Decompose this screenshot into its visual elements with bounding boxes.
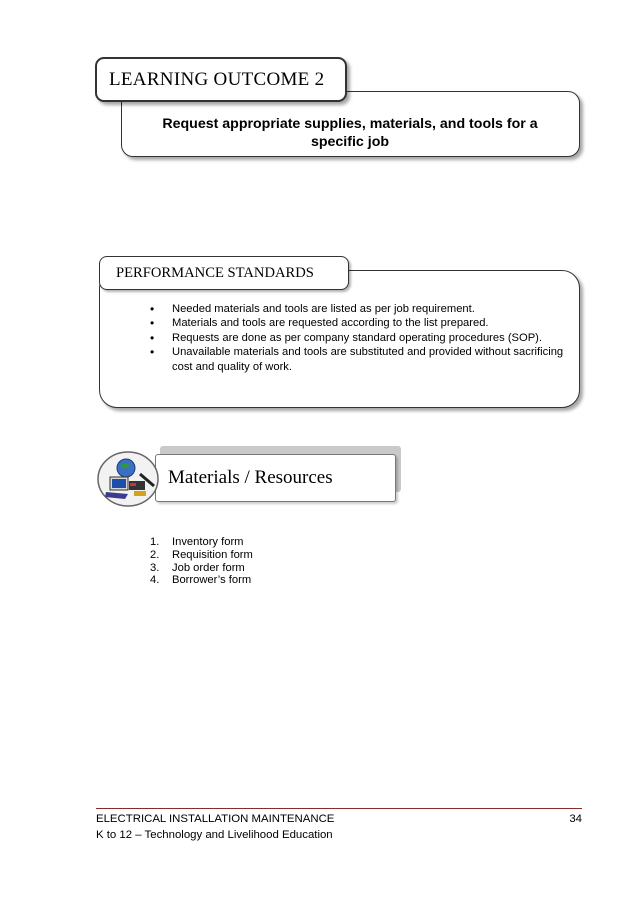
list-item: 1. Inventory form: [150, 536, 244, 548]
materials-resources-title: Materials / Resources: [155, 454, 396, 502]
list-item: • Unavailable materials and tools are substituted and provided without sacrificing cost and quality of work.: [150, 345, 570, 374]
list-item: • Requests are done as per company standard operating procedures (SOP).: [150, 331, 570, 345]
materials-resources-list: [150, 536, 253, 587]
learning-outcome-title: LEARNING OUTCOME 2: [95, 57, 347, 102]
performance-standards-list: [150, 302, 570, 374]
globe-computer-tools-icon: [96, 450, 160, 508]
list-item: 2. Requisition form: [150, 548, 253, 561]
list-item: 4. Borrower’s form: [150, 574, 252, 587]
learning-outcome-text: Request appropriate supplies, materials, and tools for a specific job: [162, 116, 538, 150]
list-item: 3. Job order form: [150, 561, 245, 574]
page-number: 34: [569, 813, 582, 825]
list-item: • Needed materials and tools are listed as per job requirement.: [150, 302, 570, 316]
footer-course: ELECTRICAL INSTALLATION MAINTENANCE: [96, 813, 335, 825]
footer-rule: [96, 808, 582, 809]
performance-standards-title: PERFORMANCE STANDARDS: [99, 256, 349, 290]
list-item: • Materials and tools are requested according to the list prepared.: [150, 316, 570, 330]
footer-program: K to 12 – Technology and Livelihood Education: [96, 829, 333, 841]
